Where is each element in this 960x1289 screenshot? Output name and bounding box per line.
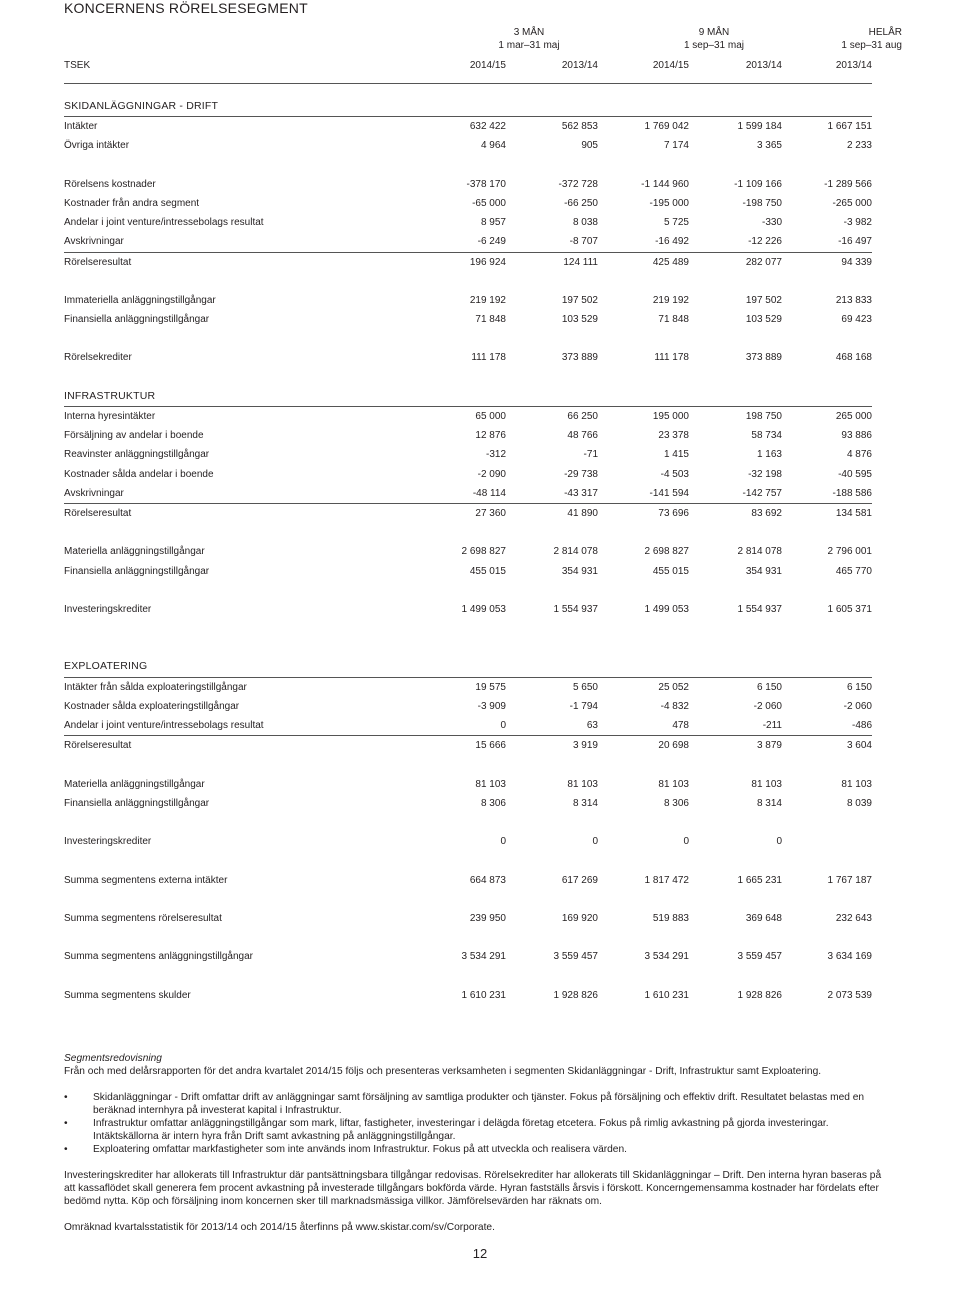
- list-item: • Exploatering omfattar markfastigheter som inte används inom Infrastruktur. Fokus på att utveckla och realisera värden.: [64, 1144, 627, 1155]
- table-cell: 3 604: [846, 740, 872, 752]
- table-cell: -66 250: [564, 197, 598, 209]
- table-cell: 2 698 827: [461, 546, 506, 558]
- row-label: Andelar i joint venture/intressebolags resultat: [64, 217, 264, 229]
- table-cell: 0: [592, 836, 598, 848]
- table-cell: 2 698 827: [644, 546, 689, 558]
- table-cell: 2 073 539: [827, 989, 872, 1001]
- table-cell: 103 529: [745, 314, 782, 326]
- table-cell: 219 192: [652, 294, 689, 306]
- table-cell: 1 769 042: [644, 121, 689, 133]
- table-cell: 3 879: [756, 740, 782, 752]
- table-cell: -4 832: [660, 700, 689, 712]
- table-cell: 2 814 078: [553, 546, 598, 558]
- table-cell: 83 692: [751, 507, 782, 519]
- table-cell: 134 581: [835, 507, 872, 519]
- notes-intro: Från och med delårsrapporten för det andra kvartalet 2014/15 följs och presenteras verksamheten i segmenten Skidanläggningar - Drift, Infrastruktur samt Exploatering.: [64, 1066, 822, 1077]
- table-cell: 3 559 457: [737, 951, 782, 963]
- table-row: [64, 136, 872, 155]
- table-row: [64, 697, 872, 716]
- table-cell: -1 109 166: [734, 178, 782, 190]
- row-spacer: [64, 619, 872, 638]
- table-cell: 196 924: [469, 256, 506, 268]
- table-row: [64, 310, 872, 329]
- table-row: [64, 213, 872, 232]
- table-row: [64, 600, 872, 619]
- table-cell: 8 314: [572, 797, 598, 809]
- section-title: EXPLOATERING: [64, 660, 148, 673]
- table-cell: 1 817 472: [644, 874, 689, 886]
- table-cell: 8 314: [756, 797, 782, 809]
- row-label: Finansiella anläggningstillgångar: [64, 314, 210, 326]
- table-row: [64, 678, 872, 697]
- table-cell: 8 038: [572, 217, 598, 229]
- table-row: [64, 426, 872, 445]
- row-spacer: [64, 156, 872, 175]
- table-cell: -211: [762, 720, 782, 731]
- row-label: Avskrivningar: [64, 487, 124, 499]
- row-label: Intäkter från sålda exploateringstillgångar: [64, 681, 247, 693]
- table-cell: 519 883: [652, 912, 689, 924]
- table-cell: 1 928 826: [737, 989, 782, 1001]
- table-cell: 4 876: [846, 449, 872, 461]
- table-row: [64, 484, 872, 504]
- table-cell: 239 950: [469, 912, 506, 924]
- row-label: Övriga intäkter: [64, 140, 130, 152]
- table-cell: -16 497: [838, 236, 872, 248]
- row-spacer: [64, 638, 872, 657]
- table-cell: 373 889: [561, 352, 598, 364]
- table-cell: -32 198: [748, 468, 782, 480]
- table-cell: -16 492: [655, 236, 689, 248]
- table-cell: 3 919: [572, 740, 598, 752]
- table-cell: 48 766: [567, 430, 598, 442]
- table-cell: 66 250: [567, 411, 598, 422]
- notes-heading: Segmentsredovisning: [64, 1053, 162, 1064]
- table-cell: 71 848: [475, 314, 506, 326]
- period-header-9-months: 9 MÅN 1 sep–31 maj: [683, 27, 745, 51]
- table-cell: 23 378: [658, 430, 689, 442]
- table-cell: 232 643: [835, 912, 872, 924]
- table-row: [64, 504, 872, 523]
- row-label: Rörelsekrediter: [64, 352, 132, 364]
- table-row: [64, 986, 872, 1005]
- table-row: [64, 253, 872, 272]
- table-cell: 41 890: [567, 507, 598, 519]
- table-cell: 2 814 078: [737, 546, 782, 558]
- table-cell: 354 931: [561, 565, 598, 577]
- table-cell: 373 889: [745, 352, 782, 364]
- table-cell: -4 503: [660, 468, 689, 480]
- table-cell: -48 114: [472, 487, 506, 499]
- table-cell: -1 144 960: [641, 178, 689, 190]
- table-cell: 8 957: [480, 217, 506, 229]
- table-cell: 1 499 053: [644, 603, 689, 615]
- table-cell: 5 650: [572, 681, 598, 693]
- table-cell: -378 170: [466, 178, 506, 190]
- table-row: [64, 716, 872, 736]
- year-header: 2014/15: [652, 60, 689, 71]
- table-cell: 81 103: [841, 778, 872, 790]
- row-label: Försäljning av andelar i boende: [64, 430, 204, 442]
- table-cell: 81 103: [658, 778, 689, 790]
- table-cell: -372 728: [558, 178, 598, 190]
- table-cell: -1 289 566: [824, 178, 872, 190]
- table-cell: 169 920: [561, 912, 598, 924]
- table-row: [64, 542, 872, 561]
- table-cell: 69 423: [841, 314, 872, 326]
- table-cell: 617 269: [561, 874, 598, 886]
- list-item: • Infrastruktur omfattar anläggningstillgångar som mark, liftar, fastigheter, investeringar i delägda företag etcetera. Fokus på rimlig avkastning på gjorda investeringar. Intäktskällorna är intern hyra från Drift samt avkastning på anläggningstillgångar.: [64, 1118, 829, 1142]
- row-label: Summa segmentens rörelseresultat: [64, 912, 222, 924]
- table-cell: 455 015: [652, 565, 689, 577]
- table-row: [64, 117, 872, 136]
- table-row: [64, 871, 872, 890]
- year-header: 2013/14: [745, 60, 782, 71]
- table-cell: 65 000: [475, 411, 506, 422]
- table-cell: 198 750: [745, 411, 782, 422]
- table-cell: 8 306: [663, 797, 689, 809]
- row-label: Summa segmentens anläggningstillgångar: [64, 951, 254, 963]
- row-label: Intäkter: [64, 121, 98, 133]
- bullet-icon: •: [64, 1144, 68, 1155]
- row-label: Materiella anläggningstillgångar: [64, 778, 205, 790]
- table-cell: 6 150: [846, 681, 872, 693]
- row-label: Immateriella anläggningstillgångar: [64, 294, 216, 306]
- table-cell: 465 770: [835, 565, 872, 577]
- table-header: [64, 26, 902, 84]
- table-cell: 71 848: [658, 314, 689, 326]
- table-cell: 19 575: [475, 681, 506, 693]
- table-cell: -188 586: [832, 487, 872, 499]
- table-row: [64, 794, 872, 813]
- table-cell: -141 594: [649, 487, 689, 499]
- table-row: [64, 736, 872, 755]
- table-cell: 1 610 231: [644, 989, 689, 1001]
- row-spacer: [64, 368, 872, 387]
- notes-paragraph: Omräknad kvartalsstatistik för 2013/14 och 2014/15 återfinns på www.skistar.com/sv/Corporate.: [64, 1222, 495, 1233]
- table-cell: 81 103: [567, 778, 598, 790]
- table-cell: 197 502: [745, 294, 782, 306]
- table-cell: -8 707: [569, 236, 598, 248]
- page-number: 12: [472, 1246, 488, 1261]
- table-cell: 111 178: [654, 352, 689, 364]
- table-cell: 0: [683, 836, 689, 848]
- unit-label: TSEK: [64, 60, 91, 71]
- list-item: • Skidanläggningar - Drift omfattar drift av anläggningar samt försäljning av samtliga produkter och tjänster. Fokus på försäljning och effektiv drift. Resultatet belastas med en beräknad internhyra på investerat kapital i Infrastruktur.: [64, 1092, 865, 1116]
- table-cell: -12 226: [748, 236, 782, 248]
- table-row: [64, 775, 872, 794]
- table-cell: -6 249: [477, 236, 506, 248]
- row-spacer: [64, 928, 872, 947]
- table-cell: -71: [583, 449, 598, 461]
- row-spacer: [64, 851, 872, 870]
- table-cell: -43 317: [564, 487, 598, 499]
- row-spacer: [64, 813, 872, 832]
- table-cell: 265 000: [835, 411, 872, 422]
- row-label: Kostnader sålda andelar i boende: [64, 468, 214, 480]
- table-cell: 3 365: [756, 140, 782, 152]
- table-cell: 1 610 231: [461, 989, 506, 1001]
- table-cell: 1 554 937: [553, 603, 598, 615]
- row-spacer: [64, 329, 872, 348]
- row-label: Andelar i joint venture/intressebolags resultat: [64, 720, 264, 731]
- table-cell: 1 499 053: [461, 603, 506, 615]
- table-cell: 25 052: [658, 681, 689, 693]
- row-label: Rörelseresultat: [64, 740, 132, 752]
- section-heading: [64, 657, 872, 677]
- header-divider: [64, 83, 872, 84]
- year-header: 2013/14: [561, 60, 598, 71]
- table-cell: 12 876: [475, 430, 506, 442]
- table-row: [64, 465, 872, 484]
- table-cell: 1 667 151: [827, 121, 872, 133]
- table-cell: 282 077: [745, 256, 782, 268]
- row-label: Investeringskrediter: [64, 836, 152, 848]
- row-label: Avskrivningar: [64, 236, 124, 248]
- table-cell: 20 698: [658, 740, 689, 752]
- table-cell: 369 648: [745, 912, 782, 924]
- table-row: [64, 947, 872, 966]
- table-cell: -2 060: [843, 700, 872, 712]
- table-cell: 94 339: [841, 256, 872, 268]
- table-cell: 0: [500, 836, 506, 848]
- table-cell: 1 928 826: [553, 989, 598, 1001]
- table-cell: 103 529: [561, 314, 598, 326]
- table-row: [64, 909, 872, 928]
- table-row: [64, 348, 872, 367]
- table-row: [64, 445, 872, 464]
- table-cell: -486: [851, 720, 872, 731]
- table-cell: 478: [672, 720, 689, 731]
- table-cell: 664 873: [469, 874, 506, 886]
- table-cell: 354 931: [745, 565, 782, 577]
- table-cell: -40 595: [838, 468, 872, 480]
- period-header-full-year: HELÅR 1 sep–31 aug: [841, 27, 902, 51]
- row-label: Rörelseresultat: [64, 507, 132, 519]
- table-cell: 3 534 291: [644, 951, 689, 963]
- row-spacer: [64, 272, 872, 291]
- table-cell: 195 000: [652, 411, 689, 422]
- table-cell: 6 150: [756, 681, 782, 693]
- table-row: [64, 194, 872, 213]
- row-label: Materiella anläggningstillgångar: [64, 546, 205, 558]
- table-cell: -2 090: [477, 468, 506, 480]
- table-cell: -29 738: [564, 468, 598, 480]
- row-label: Summa segmentens externa intäkter: [64, 874, 228, 886]
- table-row: [64, 832, 872, 851]
- table-cell: 425 489: [652, 256, 689, 268]
- table-cell: 63: [586, 720, 598, 731]
- table-cell: 111 178: [471, 352, 506, 364]
- year-header: 2014/15: [469, 60, 506, 71]
- table-row: [64, 562, 872, 581]
- row-label: Rörelsens kostnader: [64, 178, 156, 190]
- table-cell: 58 734: [751, 430, 782, 442]
- notes-bullet-list: [64, 1091, 894, 1156]
- table-cell: 8 039: [846, 797, 872, 809]
- table-cell: 1 554 937: [737, 603, 782, 615]
- table-row: [64, 407, 872, 426]
- table-cell: 1 605 371: [827, 603, 872, 615]
- section-heading: [64, 387, 872, 407]
- table-cell: 219 192: [469, 294, 506, 306]
- row-spacer: [64, 966, 872, 985]
- row-label: Finansiella anläggningstillgångar: [64, 797, 210, 809]
- row-label: Finansiella anläggningstillgångar: [64, 565, 210, 577]
- table-row: [64, 291, 872, 310]
- table-cell: 93 886: [841, 430, 872, 442]
- row-spacer: [64, 890, 872, 909]
- table-cell: 632 422: [469, 121, 506, 133]
- table-cell: 7 174: [663, 140, 689, 152]
- row-label: Summa segmentens skulder: [64, 989, 191, 1001]
- table-cell: -2 060: [753, 700, 782, 712]
- table-cell: 1 415: [663, 449, 689, 461]
- table-cell: -65 000: [472, 197, 506, 209]
- table-cell: -312: [485, 449, 506, 461]
- table-cell: 81 103: [475, 778, 506, 790]
- notes-paragraph: Investeringskrediter har allokerats till Infrastruktur där pantsättningsbara tillgångar redovisas. Rörelsekrediter har allokerats till Skidanläggningar – Drift. Den interna hyran baseras på att kassaflödet skall generera fem procent avkastning på investerade tillgångars bokförda värde. Hyran fastställs årsvis i förskott. Koncerngemensamma kostnader har fördelats efter bedömd nytta. Köp och försäljning inom koncernen sker till marknadsmässiga villkor. Jämförelsevärden har räknats om.: [64, 1170, 882, 1207]
- notes-section: [64, 1052, 894, 1234]
- section-title: SKIDANLÄGGNINGAR - DRIFT: [64, 100, 219, 112]
- table-cell: 455 015: [469, 565, 506, 577]
- table-cell: -265 000: [832, 197, 872, 209]
- table-cell: 8 306: [480, 797, 506, 809]
- table-cell: 0: [776, 836, 782, 848]
- table-cell: 4 964: [480, 140, 506, 152]
- table-cell: 81 103: [751, 778, 782, 790]
- page-title: KONCERNENS RÖRELSESEGMENT: [64, 0, 308, 16]
- table-cell: -195 000: [649, 197, 689, 209]
- table-cell: 3 559 457: [553, 951, 598, 963]
- table-cell: 1 163: [756, 449, 782, 461]
- table-cell: -198 750: [742, 197, 782, 209]
- table-cell: 3 534 291: [461, 951, 506, 963]
- table-cell: -3 909: [477, 700, 506, 712]
- row-spacer: [64, 581, 872, 600]
- row-label: Kostnader från andra segment: [64, 197, 200, 209]
- row-spacer: [64, 755, 872, 774]
- table-cell: -3 982: [843, 217, 872, 229]
- table-cell: 1 767 187: [827, 874, 872, 886]
- period-header-3-months: 3 MÅN 1 mar–31 maj: [498, 27, 560, 51]
- table-cell: 1 599 184: [737, 121, 782, 133]
- row-label: Reavinster anläggningstillgångar: [64, 449, 210, 461]
- row-label: Rörelseresultat: [64, 256, 132, 268]
- table-row: [64, 232, 872, 252]
- row-label: Kostnader sålda exploateringstillgångar: [64, 700, 240, 712]
- table-cell: 27 360: [475, 507, 506, 519]
- row-label: Investeringskrediter: [64, 603, 152, 615]
- table-cell: 562 853: [561, 121, 598, 133]
- table-cell: 0: [500, 720, 506, 731]
- year-header: 2013/14: [835, 60, 872, 71]
- table-cell: 124 111: [563, 256, 598, 268]
- table-cell: 468 168: [835, 352, 872, 364]
- table-cell: -330: [761, 217, 782, 229]
- table-cell: 5 725: [663, 217, 689, 229]
- table-cell: -1 794: [569, 700, 598, 712]
- table-cell: -142 757: [742, 487, 782, 499]
- bullet-icon: •: [64, 1092, 68, 1103]
- row-label: Interna hyresintäkter: [64, 411, 156, 422]
- table-cell: 2 796 001: [827, 546, 872, 558]
- section-heading: [64, 97, 872, 117]
- table-cell: 197 502: [561, 294, 598, 306]
- table-row: [64, 175, 872, 194]
- table-cell: 905: [581, 140, 598, 152]
- table-cell: 3 634 169: [827, 951, 872, 963]
- section-title: INFRASTRUKTUR: [64, 389, 156, 402]
- row-spacer: [64, 523, 872, 542]
- table-cell: 73 696: [658, 507, 689, 519]
- bullet-icon: •: [64, 1118, 68, 1129]
- table-cell: 2 233: [846, 140, 872, 152]
- table-cell: 15 666: [475, 740, 506, 752]
- segment-table: [64, 97, 872, 1005]
- table-cell: 213 833: [835, 294, 872, 306]
- table-cell: 1 665 231: [737, 874, 782, 886]
